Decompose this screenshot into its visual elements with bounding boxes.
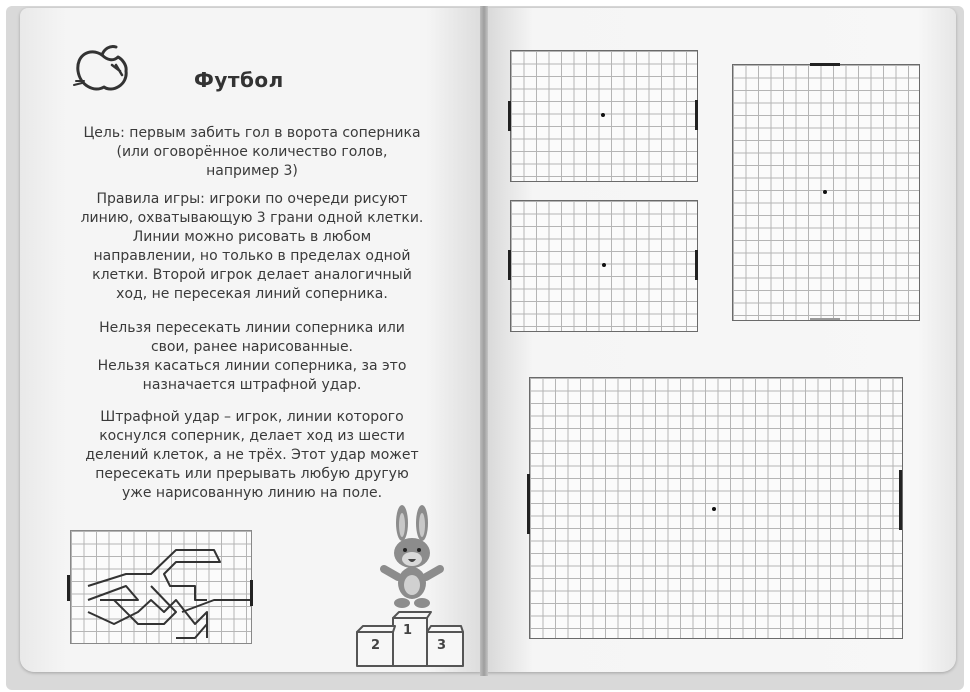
fruit-logo-icon bbox=[72, 45, 134, 95]
center-dot bbox=[601, 113, 605, 117]
text-line: Линии можно рисовать в любом bbox=[132, 229, 372, 245]
bunny-icon bbox=[376, 505, 448, 613]
podium-first: 1 bbox=[403, 623, 413, 638]
text-line: Штрафной удар – игрок, линии которого bbox=[100, 409, 404, 425]
podium-second: 2 bbox=[371, 638, 381, 653]
field-large bbox=[529, 377, 903, 639]
goal-left bbox=[508, 101, 511, 131]
text-line: Правила игры: игроки по очереди рисуют bbox=[96, 191, 408, 207]
text-line: уже нарисованную линию на поле. bbox=[121, 485, 383, 501]
goal-top bbox=[810, 63, 840, 66]
goal-right bbox=[899, 470, 902, 530]
goal-left bbox=[527, 474, 530, 534]
text-line: коснулся соперник, делает ход из шести bbox=[99, 428, 405, 444]
goal-right bbox=[695, 250, 698, 280]
example-lines-icon bbox=[70, 530, 252, 644]
text-line: линию, охватывающую 3 грани одной клетки. bbox=[80, 210, 424, 226]
goal-right bbox=[695, 100, 698, 130]
center-dot bbox=[823, 190, 827, 194]
text-line: Нельзя касаться линии соперника, за это bbox=[97, 358, 407, 374]
podium-third: 3 bbox=[437, 638, 447, 653]
text-line: назначается штрафной удар. bbox=[142, 377, 362, 393]
page-title: Футбол bbox=[194, 68, 284, 92]
text-line: ход, не пересекая линий соперника. bbox=[116, 286, 388, 302]
goal-left bbox=[508, 250, 511, 280]
text-line: Нельзя пересекать линии соперника или bbox=[99, 320, 405, 336]
center-dot bbox=[712, 507, 716, 511]
text-line: свои, ранее нарисованные. bbox=[150, 339, 354, 355]
text-line: пересекать или прерывать любую другую bbox=[95, 466, 409, 482]
book-spine bbox=[480, 6, 488, 676]
text-line: например 3) bbox=[206, 163, 298, 179]
text-line: делений клеток, а не трёх. Этот удар может bbox=[85, 447, 419, 463]
text-line: Цель: первым забить гол в ворота соперника bbox=[83, 125, 421, 141]
goal-bottom bbox=[810, 318, 840, 320]
text-line: клетки. Второй игрок делает аналогичный bbox=[92, 267, 412, 283]
center-dot bbox=[602, 263, 606, 267]
text-line: (или оговорённое количество голов, bbox=[116, 144, 388, 160]
text-line: направлении, но только в пределах одной bbox=[93, 248, 411, 264]
